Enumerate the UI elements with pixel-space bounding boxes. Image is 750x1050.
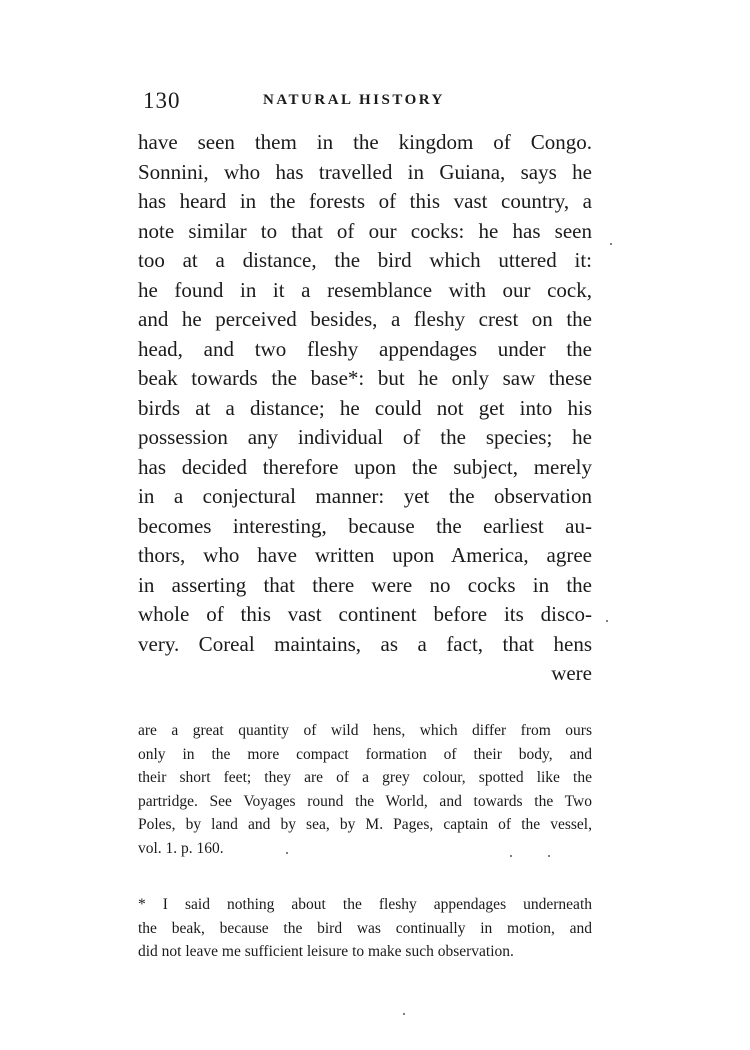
body-line: and he perceived besides, a fleshy crest on the [138, 307, 592, 331]
body-line: in a conjectural manner: yet the observation [138, 484, 592, 508]
page-header [143, 88, 593, 118]
body-line: he found in it a resemblance with our cock, [138, 277, 592, 302]
footnote-line: partridge. See Voyages round the World, and towards the Two [138, 792, 592, 810]
ink-speck [403, 1013, 405, 1015]
body-line: note similar to that of our cocks: he has seen [138, 218, 592, 243]
body-text [138, 128, 592, 689]
footnote-continued [138, 719, 592, 860]
body-line: have seen them in the kingdom of Congo. [138, 130, 592, 154]
ink-speck [548, 855, 550, 857]
footnote-line: only in the more compact formation of their body, and [138, 745, 592, 763]
footnote-line: are a great quantity of wild hens, which differ from ours [138, 722, 592, 739]
body-line: has decided therefore upon the subject, merely [138, 454, 592, 479]
body-line: has heard in the forests of this vast country, a [138, 189, 592, 213]
body-line: thors, who have written upon America, agree [138, 543, 592, 567]
footnote-line: * I said nothing about the fleshy appendages underneath [138, 896, 592, 913]
body-line: possession any individual of the species; he [138, 425, 592, 449]
ink-speck [286, 852, 288, 854]
page-number: 130 [143, 88, 181, 113]
body-line: beak towards the base*: but he only saw these [138, 366, 592, 390]
footnote-line: vol. 1. p. 160. [138, 839, 224, 857]
body-line: becomes interesting, because the earliest au- [138, 513, 592, 538]
body-line: whole of this vast continent before its disco- [138, 602, 592, 626]
catchword: were [551, 661, 592, 685]
ink-speck [510, 855, 512, 857]
running-title: NATURAL HISTORY [263, 92, 445, 108]
body-line: very. Coreal maintains, as a fact, that hens [138, 631, 592, 656]
footnote-line: did not leave me sufficient leisure to make such observation. [138, 943, 514, 960]
ink-speck [606, 620, 608, 622]
body-line: head, and two fleshy appendages under the [138, 336, 592, 361]
ink-speck [610, 243, 612, 245]
body-line: birds at a distance; he could not get into his [138, 395, 592, 420]
footnote-line: Poles, by land and by sea, by M. Pages, captain of the vessel, [138, 816, 592, 833]
body-line: Sonnini, who has travelled in Guiana, says he [138, 159, 592, 184]
footnote-line: the beak, because the bird was continually in motion, and [138, 919, 592, 937]
body-line: in asserting that there were no cocks in the [138, 572, 592, 597]
footnote-line: their short feet; they are of a grey colour, spotted like the [138, 769, 592, 786]
footnote-asterisk [138, 893, 592, 964]
body-line: too at a distance, the bird which uttered it: [138, 248, 592, 272]
